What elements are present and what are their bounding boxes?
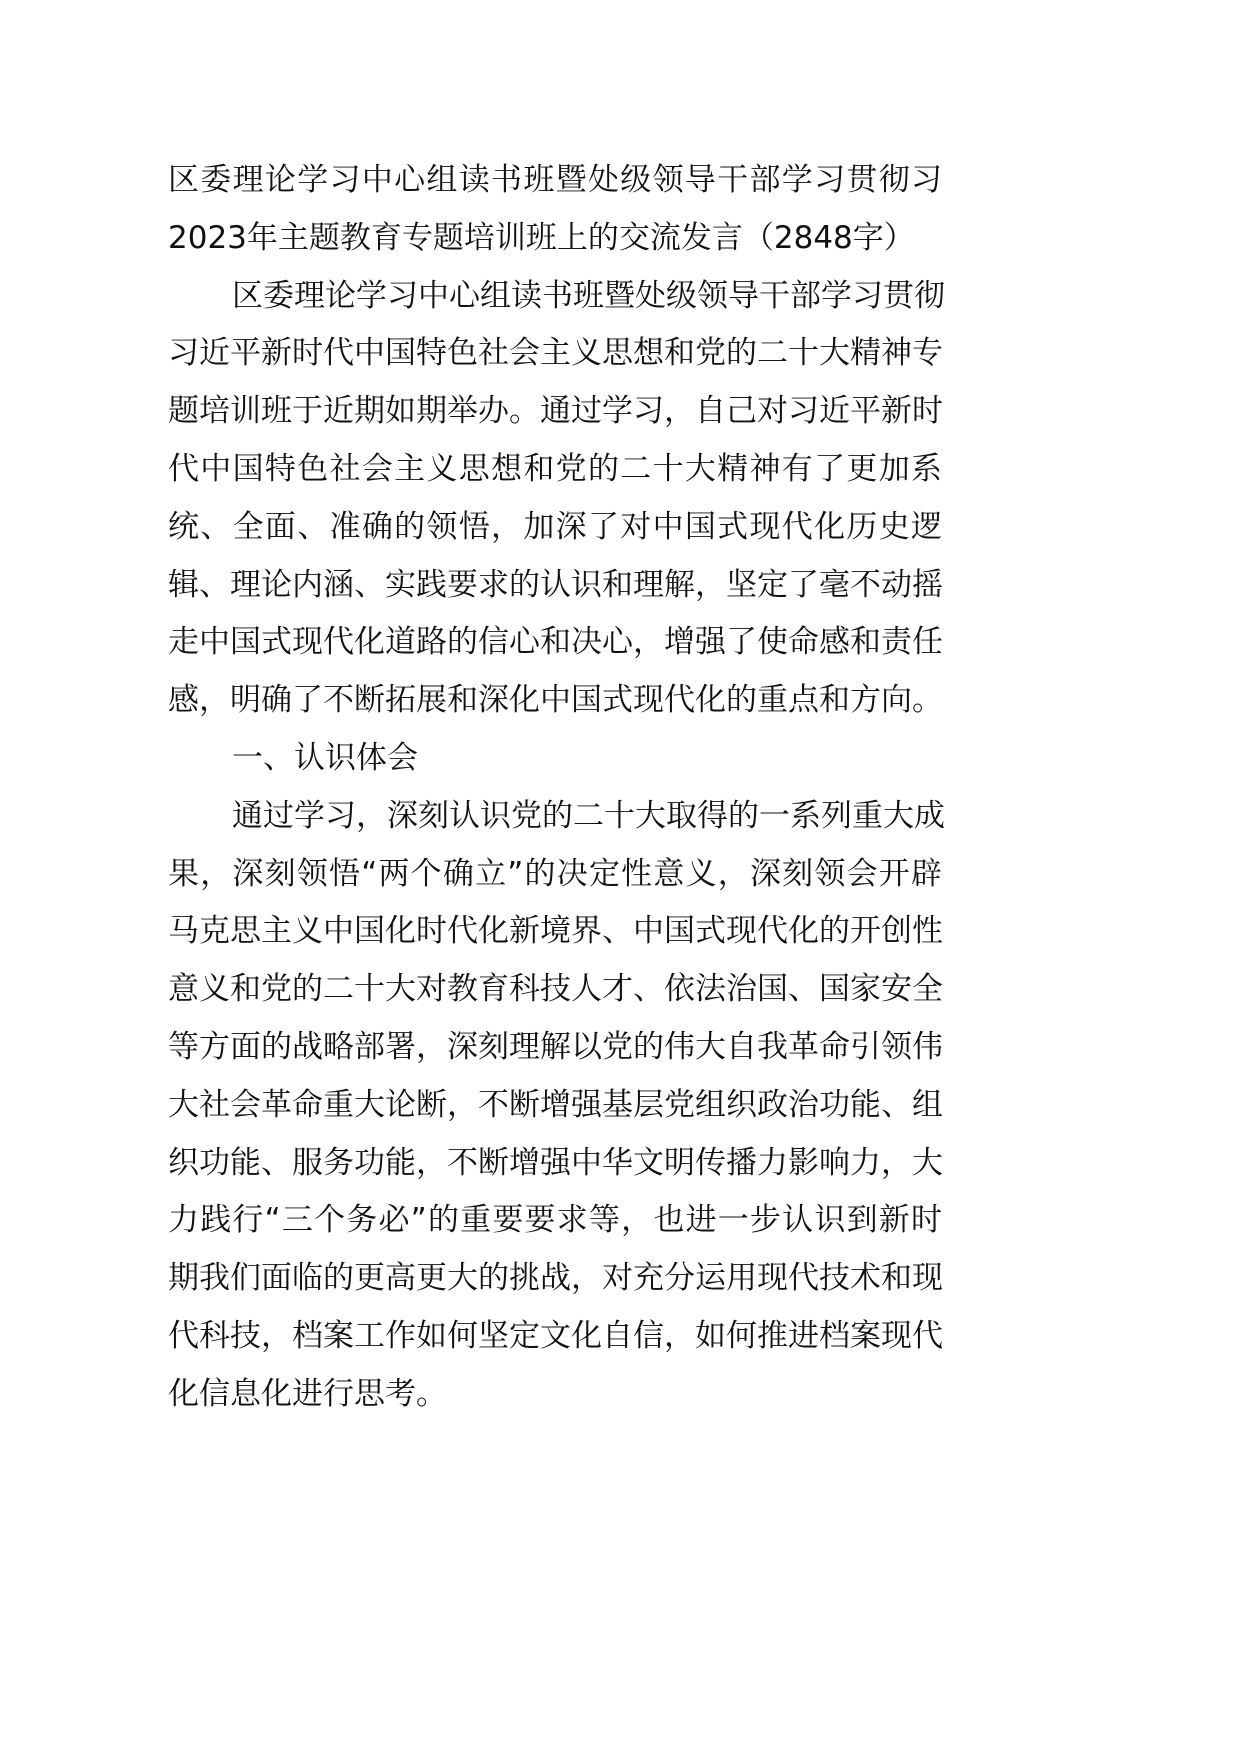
paragraph-line: 大社会革命重大论断，不断增强基层党组织政治功能、组 [168,1086,943,1123]
paragraph-line: 化信息化进行思考。 [168,1375,447,1412]
title-line: 2023年主题教育专题培训班上的交流发言（2848字） [168,219,915,256]
paragraph-line: 辑、理论内涵、实践要求的认识和理解，坚定了毫不动摇 [168,566,943,603]
paragraph-line: 马克思主义中国化时代化新境界、中国式现代化的开创性 [168,913,943,950]
paragraph-line: 统、全面、准确的领悟，加深了对中国式现代化历史逻 [168,508,942,545]
paragraph-line: 走中国式现代化道路的信心和决心，增强了使命感和责任 [168,624,943,661]
paragraph [168,268,945,730]
paragraph-line: 感，明确了不断拓展和深化中国式现代化的重点和方向。 [168,682,943,719]
paragraph-line: 习近平新时代中国特色社会主义思想和党的二十大精神专 [168,335,943,372]
paragraph-line: 区委理论学习中心组读书班暨处级领导干部学习贯彻 [232,277,945,314]
paragraph [168,788,945,1424]
paragraph-line: 期我们面临的更高更大的挑战，对充分运用现代技术和现 [168,1260,943,1297]
paragraph-line: 代科技，档案工作如何坚定文化自信，如何推进档案现代 [168,1317,943,1354]
paragraph-line: 织功能、服务功能，不断增强中华文明传播力影响力，大 [168,1144,943,1181]
paragraph-line: 一、认识体会 [232,739,418,776]
paragraph-line: 力践行“三个务必”的重要要求等，也进一步认识到新时 [168,1202,942,1239]
title-line: 区委理论学习中心组读书班暨处级领导干部学习贯彻习 [168,162,942,198]
paragraph-line: 代中国特色社会主义思想和党的二十大精神有了更加系 [168,450,942,487]
section-heading [168,730,942,788]
paragraphs [168,268,945,1424]
paragraph-line: 等方面的战略部署，深刻理解以党的伟大自我革命引领伟 [168,1028,943,1065]
paragraph-line: 果，深刻领悟“两个确立”的决定性意义，深刻领会开辟 [168,855,942,892]
paragraph-line: 意义和党的二十大对教育科技人才、依法治国、国家安全 [168,971,943,1008]
paragraph-line: 题培训班于近期如期举办。通过学习，自己对习近平新时 [168,393,943,430]
paragraph-line: 通过学习，深刻认识党的二十大取得的一系列重大成 [232,797,945,834]
document-body [168,152,945,1424]
